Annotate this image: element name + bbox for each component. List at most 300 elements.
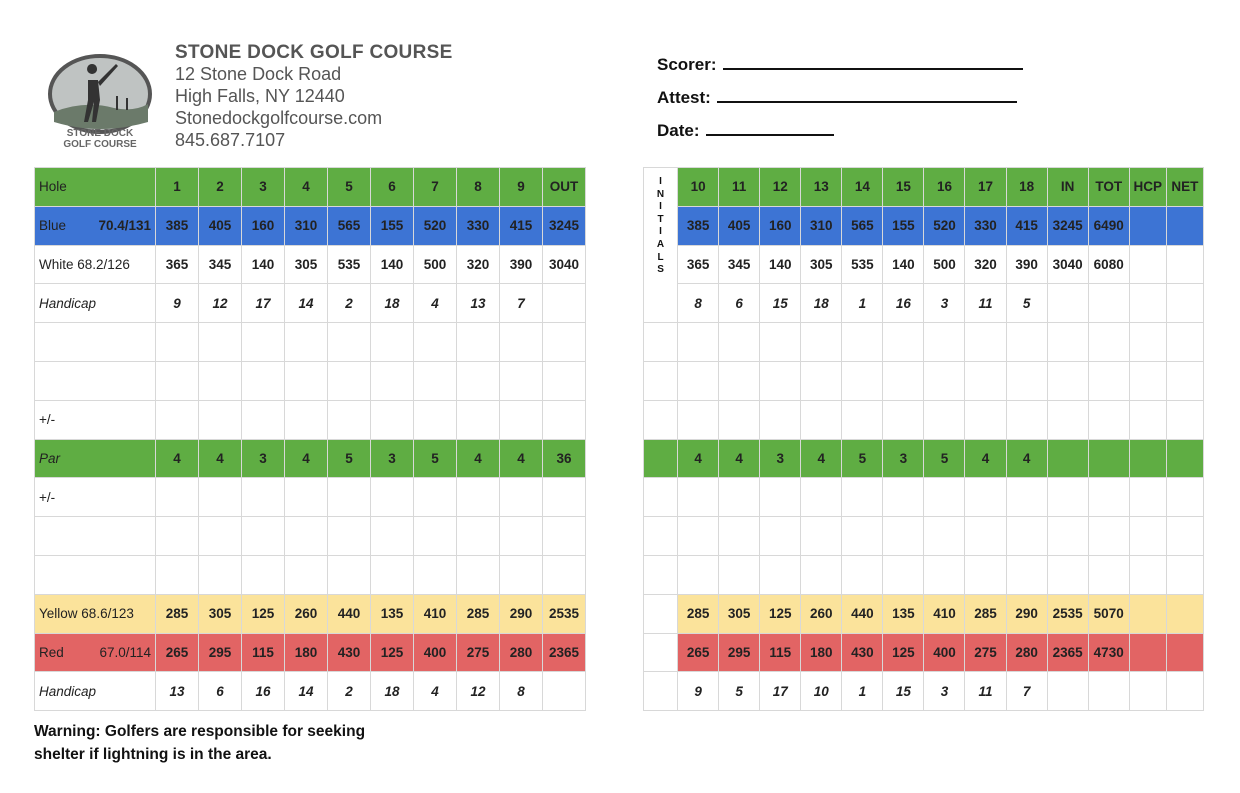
score-row[interactable] [35,517,586,556]
score-entry-cell[interactable] [500,555,543,594]
score-entry-cell[interactable] [719,361,760,400]
score-entry-cell[interactable] [965,478,1006,517]
score-entry-cell[interactable] [1088,323,1129,362]
golfer-logo-icon [44,52,156,150]
red-tee-row [35,633,586,672]
score-entry-cell[interactable] [156,400,199,439]
initials-cell [644,439,678,478]
score-entry-cell[interactable] [883,555,924,594]
initials-letter: N [656,188,665,200]
score-cell: 305 [719,594,760,633]
score-entry-cell[interactable] [1006,323,1047,362]
score-entry-cell[interactable] [500,361,543,400]
score-cell: 285 [156,594,199,633]
player-name-cell[interactable] [35,555,156,594]
score-entry-cell[interactable] [242,361,285,400]
score-cell: 15 [883,672,924,711]
score-entry-cell[interactable] [371,517,414,556]
score-entry-cell[interactable] [801,400,842,439]
score-cell: 10 [678,168,719,207]
score-entry-cell[interactable] [801,517,842,556]
score-cell: 9 [156,284,199,323]
score-entry-cell[interactable] [199,400,242,439]
score-entry-cell[interactable] [242,517,285,556]
score-cell: 3 [242,439,285,478]
scorer-line[interactable] [723,54,1023,70]
score-entry-cell[interactable] [1088,517,1129,556]
score-entry-cell[interactable] [156,323,199,362]
score-entry-cell[interactable] [1047,361,1088,400]
score-cell: OUT [543,168,586,207]
score-entry-cell[interactable] [242,400,285,439]
score-cell: 18 [801,284,842,323]
score-cell: 345 [199,245,242,284]
score-entry-cell[interactable] [801,361,842,400]
score-entry-cell[interactable] [500,517,543,556]
score-entry-cell[interactable] [842,361,883,400]
initials-label [644,168,677,277]
score-cell: 320 [457,245,500,284]
score-entry-cell[interactable] [678,555,719,594]
score-entry-cell[interactable] [1088,400,1129,439]
score-entry-cell[interactable] [199,361,242,400]
score-entry-cell[interactable] [965,361,1006,400]
course-name: STONE DOCK GOLF COURSE [175,42,453,63]
score-cell: 9 [678,672,719,711]
score-cell: 430 [328,633,371,672]
score-cell: 8 [678,284,719,323]
score-entry-cell[interactable] [543,323,586,362]
score-row[interactable] [644,323,1204,362]
score-entry-cell[interactable] [801,555,842,594]
score-cell: 5 [1006,284,1047,323]
score-entry-cell[interactable] [644,323,678,362]
red-tee-row [644,633,1204,672]
score-cell: NET [1166,168,1203,207]
score-entry-cell[interactable] [1129,361,1166,400]
score-entry-cell[interactable] [156,517,199,556]
score-entry-cell[interactable] [285,517,328,556]
score-entry-cell[interactable] [1088,555,1129,594]
score-cell: 140 [371,245,414,284]
score-cell[interactable] [543,672,586,711]
score-cell: 180 [801,633,842,672]
score-entry-cell[interactable] [924,478,965,517]
white-tee-row [644,245,1204,284]
score-cell[interactable] [1166,672,1203,711]
score-entry-cell[interactable] [156,361,199,400]
score-entry-cell[interactable] [371,555,414,594]
score-cell[interactable] [1088,284,1129,323]
score-cell: 2365 [543,633,586,672]
score-entry-cell[interactable] [543,555,586,594]
score-cell: 260 [285,594,328,633]
score-entry-cell[interactable] [678,517,719,556]
score-entry-cell[interactable] [644,400,678,439]
score-entry-cell[interactable] [678,323,719,362]
par-row [644,439,1204,478]
score-cell[interactable] [1129,206,1166,245]
score-entry-cell[interactable] [842,478,883,517]
score-cell: 565 [842,206,883,245]
score-entry-cell[interactable] [1088,478,1129,517]
hole-row [35,168,586,207]
score-entry-cell[interactable] [1166,323,1203,362]
score-cell: 3040 [1047,245,1088,284]
score-entry-cell[interactable] [156,478,199,517]
score-cell: 415 [500,206,543,245]
score-cell: 4 [199,439,242,478]
svg-text:STONE DOCK: STONE DOCK [66,128,134,139]
score-cell: 7 [414,168,457,207]
score-cell: 440 [842,594,883,633]
score-entry-cell[interactable] [965,517,1006,556]
score-cell: 115 [242,633,285,672]
attest-line[interactable] [717,87,1017,103]
warning-line-2: shelter if lightning is in the area. [34,746,272,763]
score-entry-cell[interactable] [1047,400,1088,439]
score-entry-cell[interactable] [199,323,242,362]
score-entry-cell[interactable] [328,517,371,556]
score-cell[interactable] [1166,594,1203,633]
hole-row [644,168,1204,207]
score-cell: 14 [285,672,328,711]
score-entry-cell[interactable] [883,400,924,439]
score-entry-cell[interactable] [644,517,678,556]
score-entry-cell[interactable] [719,400,760,439]
score-entry-cell[interactable] [285,323,328,362]
score-entry-cell[interactable] [1047,555,1088,594]
date-label: Date: [657,121,700,140]
score-cell: 155 [371,206,414,245]
row-label: Handicap [35,672,156,711]
score-entry-cell[interactable] [678,400,719,439]
score-entry-cell[interactable] [1166,517,1203,556]
score-entry-cell[interactable] [644,555,678,594]
score-cell: 295 [199,633,242,672]
phone: 845.687.7107 [175,130,286,150]
score-entry-cell[interactable] [1129,517,1166,556]
score-entry-cell[interactable] [678,361,719,400]
score-entry-cell[interactable] [760,400,801,439]
score-entry-cell[interactable] [457,517,500,556]
score-cell: 4 [457,439,500,478]
score-cell: 385 [156,206,199,245]
score-cell: 285 [965,594,1006,633]
score-cell: 440 [328,594,371,633]
score-entry-cell[interactable] [414,400,457,439]
score-entry-cell[interactable] [719,323,760,362]
score-entry-cell[interactable] [1129,478,1166,517]
score-cell: 305 [801,245,842,284]
score-cell: 3245 [543,206,586,245]
score-entry-cell[interactable] [371,361,414,400]
score-entry-cell[interactable] [644,478,678,517]
plus-minus-row[interactable] [35,478,586,517]
score-cell: 125 [760,594,801,633]
initials-cell[interactable] [644,633,678,672]
score-entry-cell[interactable] [842,400,883,439]
score-cell: 275 [457,633,500,672]
score-cell[interactable] [1047,439,1088,478]
score-entry-cell[interactable] [924,400,965,439]
score-entry-cell[interactable] [371,323,414,362]
score-entry-cell[interactable] [1047,517,1088,556]
score-entry-cell[interactable] [414,361,457,400]
score-cell: 265 [678,633,719,672]
score-entry-cell[interactable] [1006,555,1047,594]
score-entry-cell[interactable] [801,478,842,517]
handicap-row [35,284,586,323]
handicap-row [644,672,1204,711]
score-entry-cell[interactable] [285,400,328,439]
score-cell[interactable] [1166,633,1203,672]
score-cell[interactable] [1088,672,1129,711]
score-cell: 13 [156,672,199,711]
score-entry-cell[interactable] [414,555,457,594]
score-entry-cell[interactable] [1129,555,1166,594]
score-entry-cell[interactable] [1166,400,1203,439]
score-entry-cell[interactable] [242,555,285,594]
score-cell: 280 [500,633,543,672]
score-cell: 18 [371,284,414,323]
score-cell[interactable] [1088,439,1129,478]
score-entry-cell[interactable] [965,323,1006,362]
score-cell: 140 [883,245,924,284]
score-entry-cell[interactable] [1006,361,1047,400]
score-entry-cell[interactable] [242,323,285,362]
score-cell: 365 [678,245,719,284]
plus-minus-row[interactable] [644,400,1204,439]
score-cell: 405 [199,206,242,245]
score-entry-cell[interactable] [500,400,543,439]
player-name-cell[interactable] [35,323,156,362]
score-entry-cell[interactable] [328,400,371,439]
attest-field[interactable] [657,87,1017,108]
score-entry-cell[interactable] [924,323,965,362]
score-entry-cell[interactable] [414,517,457,556]
row-label: Yellow 68.6/123 [35,594,156,633]
score-entry-cell[interactable] [1129,400,1166,439]
score-entry-cell[interactable] [644,361,678,400]
score-cell: 140 [242,245,285,284]
score-cell[interactable] [1166,206,1203,245]
score-entry-cell[interactable] [965,555,1006,594]
score-cell: 305 [285,245,328,284]
score-entry-cell[interactable] [242,478,285,517]
score-cell: 400 [414,633,457,672]
score-entry-cell[interactable] [924,361,965,400]
score-cell: 4 [414,284,457,323]
score-row[interactable] [644,555,1204,594]
score-entry-cell[interactable] [500,323,543,362]
score-entry-cell[interactable] [801,323,842,362]
handicap-row [644,284,1204,323]
score-entry-cell[interactable] [156,555,199,594]
score-row[interactable] [35,323,586,362]
yellow-tee-row [644,594,1204,633]
score-entry-cell[interactable] [414,478,457,517]
row-label: Red 67.0/114 [35,633,156,672]
score-entry-cell[interactable] [719,555,760,594]
score-entry-cell[interactable] [760,478,801,517]
score-cell: 260 [801,594,842,633]
score-cell: 18 [1006,168,1047,207]
blue-tee-row [35,206,586,245]
score-entry-cell[interactable] [457,555,500,594]
score-entry-cell[interactable] [371,478,414,517]
score-entry-cell[interactable] [842,517,883,556]
score-cell: 3 [242,168,285,207]
score-entry-cell[interactable] [924,517,965,556]
score-entry-cell[interactable] [457,361,500,400]
score-entry-cell[interactable] [883,478,924,517]
score-row[interactable] [35,555,586,594]
score-cell: 3 [883,439,924,478]
blue-tee-row [644,206,1204,245]
score-cell: 6 [371,168,414,207]
score-entry-cell[interactable] [457,478,500,517]
score-entry-cell[interactable] [543,517,586,556]
score-row[interactable] [35,361,586,400]
date-field[interactable] [657,120,834,141]
initials-letter: T [657,213,664,225]
score-entry-cell[interactable] [760,555,801,594]
score-entry-cell[interactable] [199,555,242,594]
score-cell[interactable] [1047,672,1088,711]
score-cell: 3 [371,439,414,478]
score-entry-cell[interactable] [1006,400,1047,439]
score-cell: 155 [883,206,924,245]
score-entry-cell[interactable] [719,517,760,556]
back-nine-table [643,167,1204,711]
score-cell: 6 [199,672,242,711]
score-entry-cell[interactable] [1006,517,1047,556]
player-name-cell[interactable] [35,361,156,400]
score-entry-cell[interactable] [328,323,371,362]
score-entry-cell[interactable] [199,517,242,556]
initials-letter: I [659,226,662,238]
score-entry-cell[interactable] [285,555,328,594]
score-entry-cell[interactable] [883,361,924,400]
score-cell[interactable] [1129,633,1166,672]
score-row[interactable] [644,361,1204,400]
score-entry-cell[interactable] [543,361,586,400]
score-cell: 4 [285,168,328,207]
score-entry-cell[interactable] [1088,361,1129,400]
score-cell: 2 [328,672,371,711]
score-cell[interactable] [1129,672,1166,711]
plus-minus-row[interactable] [644,478,1204,517]
score-cell: 430 [842,633,883,672]
score-entry-cell[interactable] [1129,323,1166,362]
score-entry-cell[interactable] [1047,478,1088,517]
score-entry-cell[interactable] [1166,361,1203,400]
score-entry-cell[interactable] [842,555,883,594]
score-row[interactable] [644,517,1204,556]
score-entry-cell[interactable] [719,478,760,517]
score-entry-cell[interactable] [328,361,371,400]
score-cell[interactable] [1129,439,1166,478]
website: Stonedockgolfcourse.com [175,108,383,128]
score-entry-cell[interactable] [328,555,371,594]
score-entry-cell[interactable] [328,478,371,517]
score-cell: IN [1047,168,1088,207]
score-cell: 140 [760,245,801,284]
scorer-field[interactable] [657,54,1023,75]
score-cell[interactable] [1166,284,1203,323]
score-entry-cell[interactable] [924,555,965,594]
score-cell: 320 [965,245,1006,284]
score-entry-cell[interactable] [678,478,719,517]
score-entry-cell[interactable] [457,323,500,362]
score-entry-cell[interactable] [1166,478,1203,517]
score-cell: 2365 [1047,633,1088,672]
score-entry-cell[interactable] [1006,478,1047,517]
score-cell[interactable] [1166,439,1203,478]
score-cell[interactable] [1166,245,1203,284]
score-entry-cell[interactable] [760,323,801,362]
score-entry-cell[interactable] [1047,323,1088,362]
row-label: +/- [35,478,156,517]
score-cell: 275 [965,633,1006,672]
score-cell: 5 [328,439,371,478]
score-entry-cell[interactable] [1166,555,1203,594]
score-cell: 5 [414,439,457,478]
score-entry-cell[interactable] [760,361,801,400]
score-cell: 310 [285,206,328,245]
score-cell[interactable] [1129,245,1166,284]
score-entry-cell[interactable] [842,323,883,362]
score-cell[interactable] [1047,284,1088,323]
score-entry-cell[interactable] [965,400,1006,439]
player-name-cell[interactable] [35,517,156,556]
score-entry-cell[interactable] [760,517,801,556]
score-cell[interactable] [1129,594,1166,633]
score-entry-cell[interactable] [500,478,543,517]
initials-letter: L [657,251,664,263]
score-cell[interactable] [543,284,586,323]
address-line-1: 12 Stone Dock Road [175,64,342,84]
score-cell: 2535 [543,594,586,633]
score-entry-cell[interactable] [883,323,924,362]
score-cell: 390 [1006,245,1047,284]
plus-minus-row[interactable] [35,400,586,439]
initials-column[interactable] [644,168,678,323]
score-entry-cell[interactable] [543,400,586,439]
initials-cell[interactable] [644,672,678,711]
score-cell: 15 [883,168,924,207]
score-cell: 405 [719,206,760,245]
address-line-2: High Falls, NY 12440 [175,86,345,106]
score-entry-cell[interactable] [457,400,500,439]
date-line[interactable] [706,120,834,136]
score-entry-cell[interactable] [883,517,924,556]
score-cell[interactable] [1129,284,1166,323]
score-cell: 415 [1006,206,1047,245]
score-entry-cell[interactable] [414,323,457,362]
score-entry-cell[interactable] [543,478,586,517]
score-entry-cell[interactable] [371,400,414,439]
score-entry-cell[interactable] [285,361,328,400]
score-entry-cell[interactable] [285,478,328,517]
score-cell: 3040 [543,245,586,284]
initials-cell[interactable] [644,594,678,633]
yellow-tee-row [35,594,586,633]
score-cell: 295 [719,633,760,672]
score-entry-cell[interactable] [199,478,242,517]
score-cell: 1 [842,672,883,711]
